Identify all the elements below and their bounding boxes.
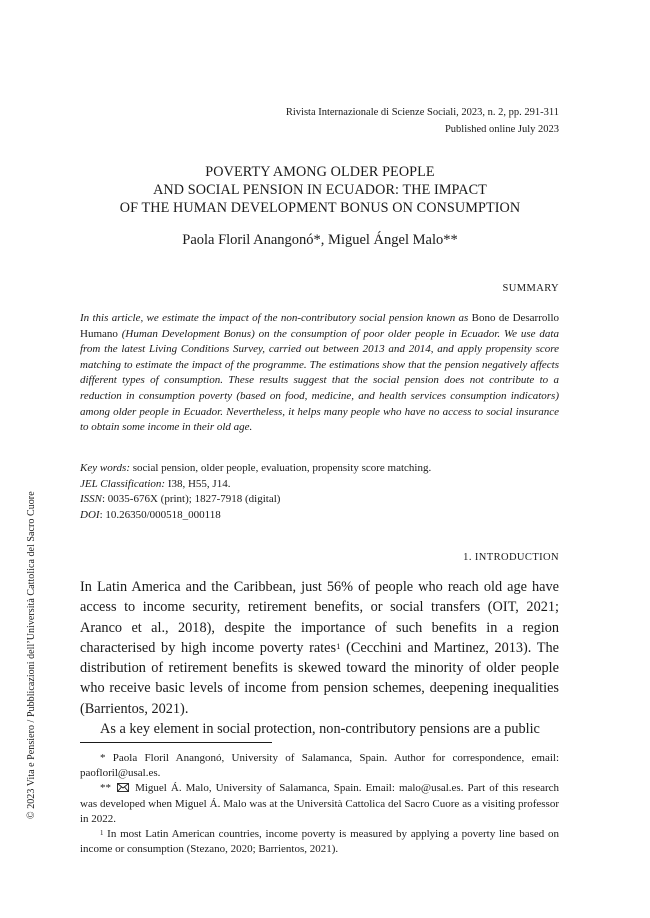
- doi-row: [80, 508, 559, 524]
- keywords-label: Key words:: [80, 462, 131, 474]
- abstract-program-name: Bono de Desarrollo Humano: [80, 312, 559, 340]
- footnote: [80, 827, 559, 857]
- authors: Paola Floril Anangonó*, Miguel Ángel Malo**: [182, 232, 458, 248]
- jel-row: [80, 477, 559, 493]
- keywords-block: [80, 461, 559, 523]
- issn-label: ISSN: [80, 493, 102, 506]
- footnote-divider: [80, 742, 272, 743]
- keywords-row: [80, 461, 559, 477]
- article-title: [80, 163, 560, 217]
- body-text-run: In Latin America and the Caribbean, just 56% of people who reach old age have access to income security, retirement benefits, or social transfers (OIT, 2021; Aranco et al., 2018), despite the importance of such benefits in a region characterised by high income poverty rates: [80, 579, 559, 656]
- footnote-text: Miguel Á. Malo, University of Salamanca, Spain. Email: malo@usal.es. Part of this research was developed when Miguel Á. Malo was at the Università Cattolica del Sacro Cuore as a visiting professor in 2022.: [80, 782, 560, 825]
- published-date: Published online July 2023: [444, 124, 559, 135]
- issn-row: [80, 492, 559, 508]
- body-text-run: (Cecchini and Martinez, 2013). The distribution of retirement benefits is skewed toward the minority of older people who receive basic levels of income from pension schemes, deepening inequalities (Barrientos, 2021).: [80, 639, 559, 717]
- footnotes: [80, 751, 559, 857]
- doi-value: : 10.26350/000518_000118: [99, 508, 221, 521]
- footnote-number: 1: [100, 829, 104, 837]
- title-line: OF THE HUMAN DEVELOPMENT BONUS ON CONSUMPTION: [119, 200, 521, 216]
- doi-label: DOI: [80, 508, 100, 521]
- footnote: [80, 781, 559, 827]
- footnote-text: In most Latin American countries, income poverty is measured by applying a poverty line based on income or consumption (Stezano, 2020; Barrientos, 2021).: [80, 828, 559, 856]
- footnote-marker: **: [100, 782, 116, 795]
- journal-citation: Rivista Internazionale di Scienze Sociali, 2023, n. 2, pp. 291-311: [285, 107, 559, 118]
- body-paragraph: As a key element in social protection, non-contributory pensions are a public: [100, 721, 540, 738]
- copyright-notice: © 2023 Vita e Pensiero / Pubblicazioni dell’Università Cattolica del Sacro Cuore: [26, 491, 37, 819]
- footnote: * Paola Floril Anangonó, University of Salamanca, Spain. Author for correspondence, email: paofloril@usal.es.: [80, 752, 559, 780]
- envelope-icon: [117, 783, 129, 792]
- body-paragraph: [80, 577, 559, 719]
- title-line: POVERTY AMONG OLDER PEOPLE: [205, 164, 435, 180]
- body-text: [80, 577, 559, 739]
- jel-label: JEL Classification:: [80, 477, 166, 490]
- jel-value: I38, H55, J14.: [165, 477, 231, 490]
- title-line: AND SOCIAL PENSION IN ECUADOR: THE IMPACT: [153, 182, 487, 198]
- issn-value: : 0035-676X (print); 1827-7918 (digital): [102, 493, 281, 506]
- abstract: [80, 311, 559, 436]
- summary-heading: SUMMARY: [502, 283, 559, 294]
- abstract-text: (Human Development Bonus) on the consumption of poor older people in Ecuador. We use data from the latest Living Conditions Survey, carried out between 2013 and 2014, and apply propensity score matching to estimate the impact of the programme. The estimations show that the pension negatively affects different types of consumption. These results suggest that the social pension does not contribute to a reduction in consumption poverty (based on food, medicine, and health services consumption indicators) among older people in Ecuador. Nevertheless, it helps many people who have no access to social insurance to obtain some income in their old age.: [80, 327, 559, 434]
- abstract-text: In this article, we estimate the impact of the non-contributory social pension known as: [80, 312, 472, 324]
- keywords-value: social pension, older people, evaluation, propensity score matching.: [130, 462, 432, 474]
- section-heading: 1. INTRODUCTION: [463, 552, 559, 563]
- footnote-ref: 1: [336, 641, 341, 652]
